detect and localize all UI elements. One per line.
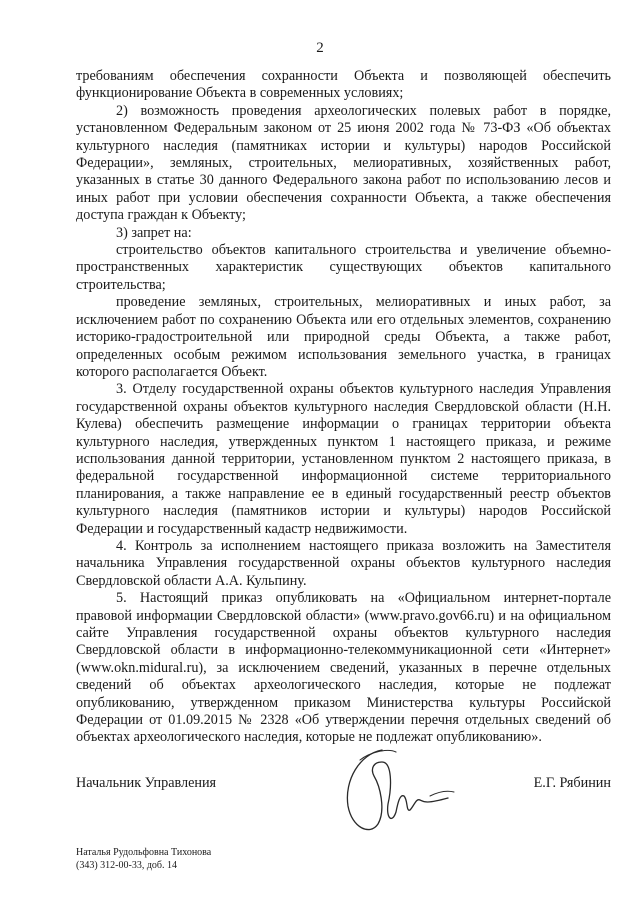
paragraph-prohibition-construction: строительство объектов капитального строительства и увеличение объемно-пространственных характеристик существующих объектов капитального строительства; (76, 242, 611, 293)
paragraph-item-3: 3) запрет на: (116, 224, 192, 241)
document-body (76, 68, 611, 747)
paragraph-section-3: 3. Отделу государственной охраны объектов культурного наследия Управления государственной охраны объектов культурного наследия Свердловской области (Н.Н. Кулева) обеспечить размещение информации о границах территории объекта культурного наследия, утвержденных пунктом 1 настоящего приказа, и режиме использования данной территории, установленном пунктом 2 настоящего приказа, в федеральной государственной информационной системе территориального планирования, а также направление ее в единый государственный реестр объектов культурного наследия (памятников истории и культуры) народов Российской Федерации и государственный кадастр недвижимости. (76, 381, 611, 537)
signatory-name: Е.Г. Рябинин (533, 775, 611, 791)
paragraph-section-5: 5. Настоящий приказ опубликовать на «Официальном интернет-портале правовой информации Свердловской области» (www.pravo.gov66.ru) и на официальном сайте Управления государственной охраны объектов культурного наследия Свердловской области в информационно-телекоммуникационной сети «Интернет» (www.okn.midural.ru), за исключением сведений, указанных в перечне отдельных сведений об объектах археологического наследия, которые не подлежат опубликованию, утвержденном приказом Министерства культуры Российской Федерации от 01.09.2015 № 2328 «Об утверждении перечня отдельных сведений об объектах археологического наследия, которые не подлежат опубликованию». (76, 590, 611, 746)
paragraph-item-2: 2) возможность проведения археологических полевых работ в порядке, установленном Федеральным законом от 25 июня 2002 года № 73-ФЗ «Об объектах культурного наследия (памятниках истории и культуры) народов Российской Федерации», земляных, строительных, мелиоративных, хозяйственных работ, указанных в статье 30 данного Федерального закона работ по использованию лесов и иных работ при условии обеспечения сохранности Объекта, а также обеспечения доступа граждан к Объекту; (76, 102, 611, 224)
handwritten-signature (330, 740, 470, 845)
executor-info (76, 846, 211, 872)
paragraph-1-continuation: требованиям обеспечения сохранности Объекта и позволяющей обеспечить функционирование Объекта в современных условиях; (76, 68, 611, 102)
page-number: 2 (316, 40, 324, 56)
signatory-position: Начальник Управления (76, 775, 217, 791)
paragraph-prohibition-works: проведение земляных, строительных, мелиоративных и иных работ, за исключением работ по сохранению Объекта или его отдельных элементов, сохранению историко-градостроительной или природной среды Объекта, а также работ, определенных особым режимом использования земельного участка, в границах которого располагается Объект. (76, 294, 611, 380)
paragraph-section-4: 4. Контроль за исполнением настоящего приказа возложить на Заместителя начальника Управления государственной охраны объектов культурного наследия Свердловской области А.А. Кульпину. (76, 537, 611, 589)
executor-name: Наталья Рудольфовна Тихонова (76, 847, 212, 858)
executor-phone: (343) 312-00-33, доб. 14 (76, 860, 177, 871)
